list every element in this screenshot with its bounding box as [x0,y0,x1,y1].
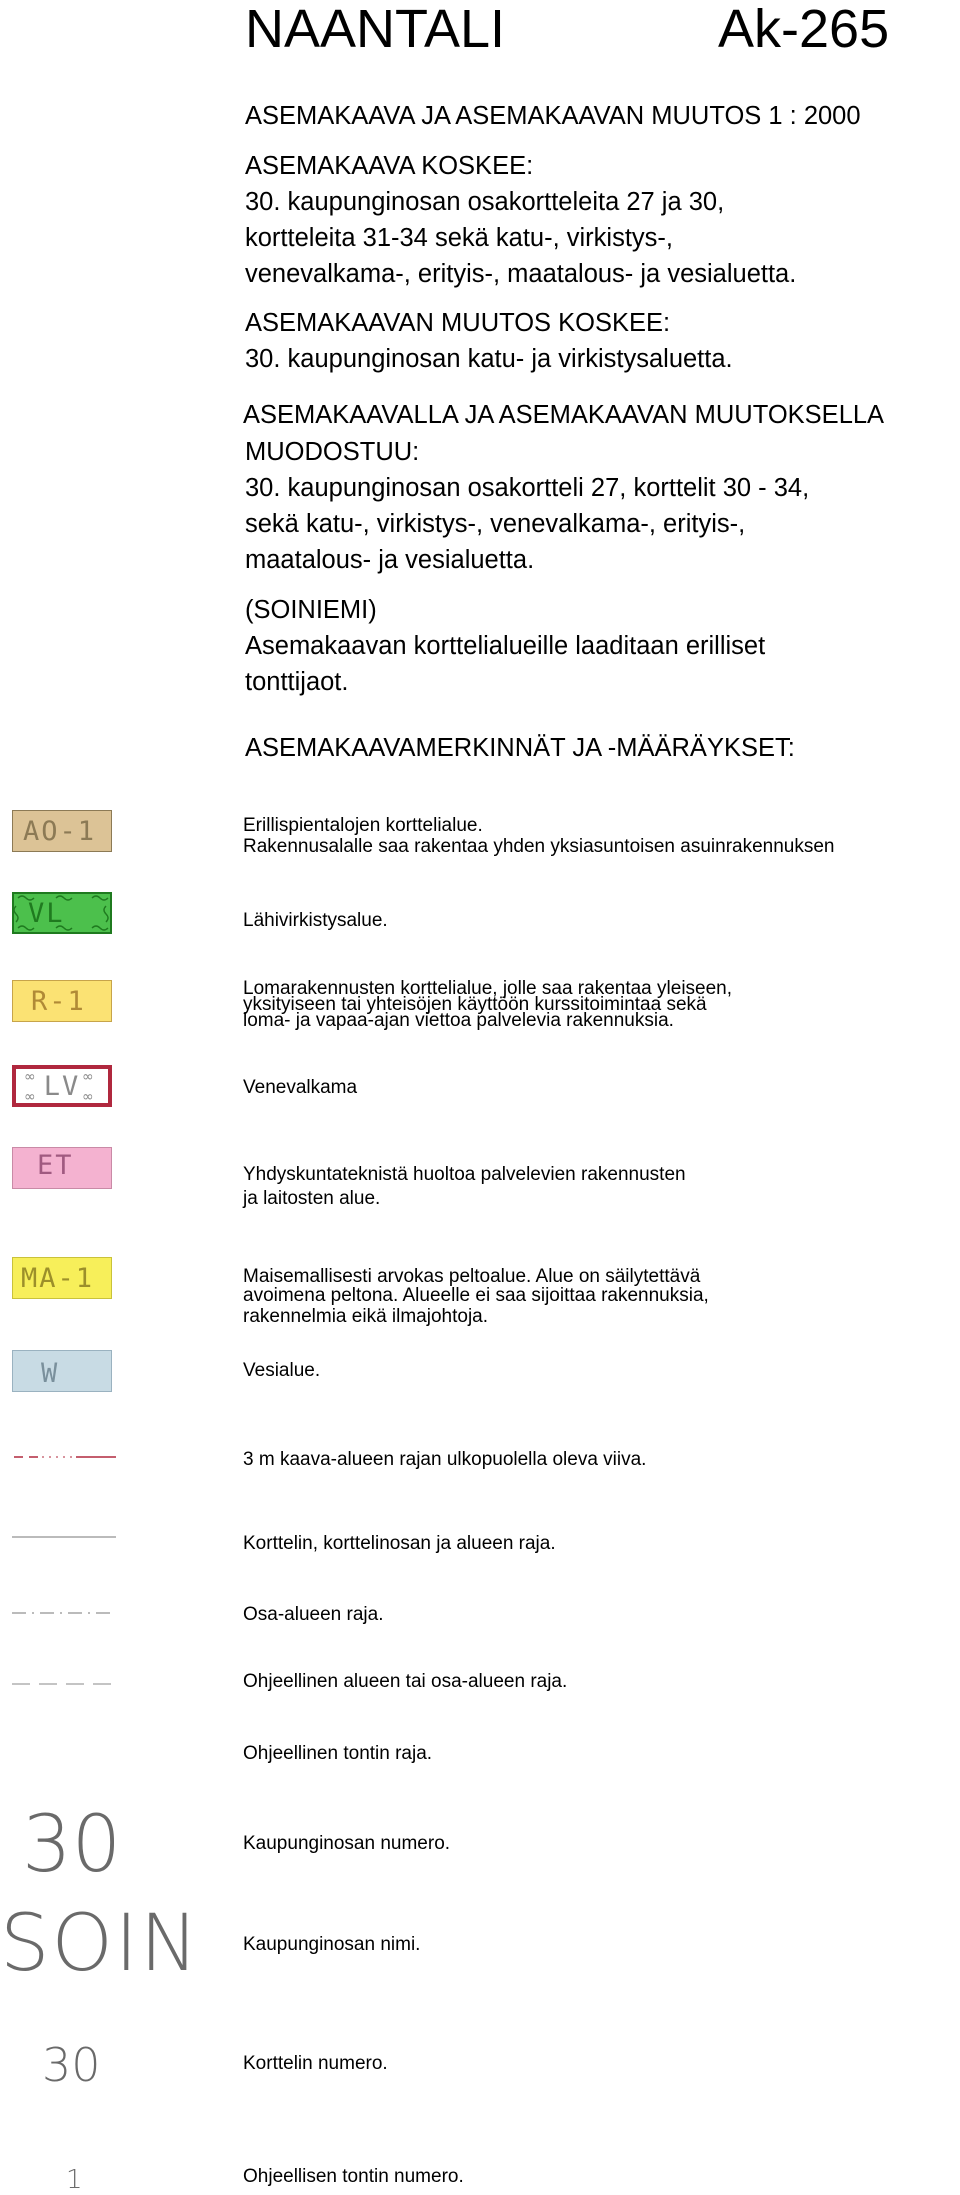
plan-code: Ak-265 [718,0,890,59]
lv-swatch [12,1065,112,1107]
area-name: (SOINIEMI) [245,596,377,624]
ma1-desc: Maisemallisesti arvokas peltoalue. Alue on säilytettävä [243,1266,701,1287]
lv-desc: Venevalkama [243,1077,358,1098]
indicative-boundary-line [12,1680,116,1688]
indicative-plot-desc: Ohjeellinen tontin raja. [243,1743,433,1764]
et-desc: Yhdyskuntateknistä huoltoa palvelevien rakennusten [243,1164,686,1185]
et-swatch [12,1147,112,1189]
plot-number-desc: Ohjeellisen tontin numero. [243,2166,464,2187]
municipality-title: NAANTALI [245,0,506,59]
formed-line: 30. kaupunginosan osakortteli 27, korttelit 30 - 34, [245,474,810,502]
formed-title: ASEMAKAAVALLA JA ASEMAKAAVAN MUUTOKSELLA [243,401,885,429]
ao1-desc: Erillispientalojen korttelialue. [243,815,483,836]
legend-title: ASEMAKAAVAMERKINNÄT JA -MÄÄRÄYKSET: [245,734,795,762]
w-swatch [12,1350,112,1392]
district-number-sample: 30 [22,1800,122,1890]
plan-concerns-line: kortteleita 31-34 sekä katu-, virkistys-, [245,224,673,252]
ao1-swatch [12,810,112,852]
block-number-desc: Korttelin numero. [243,2053,388,2074]
svg-text:∞: ∞ [82,1089,94,1103]
plan-concerns-line: 30. kaupunginosan osakortteleita 27 ja 30, [245,188,725,216]
plot-division-line: tonttijaot. [245,668,349,696]
r1-code: R-1 [31,985,86,1017]
change-concerns-title: ASEMAKAAVAN MUUTOS KOSKEE: [245,309,671,337]
ma1-swatch [12,1257,112,1299]
et-code: ET [37,1150,74,1181]
ma1-desc: avoimena peltona. Alueelle ei saa sijoittaa rakennuksia, [243,1285,709,1306]
block-number-sample: 30 [42,2038,101,2092]
plan-concerns-title: ASEMAKAAVA KOSKEE: [245,152,534,180]
ma1-code: MA-1 [21,1262,95,1294]
plot-number-sample: 1 [66,2165,83,2195]
ao1-code: AO-1 [23,815,97,847]
w-desc: Vesialue. [243,1360,321,1381]
plot-division-line: Asemakaavan korttelialueille laaditaan erilliset [245,632,766,660]
block-boundary-line [12,1533,116,1541]
plan-concerns-line: venevalkama-, erityis-, maatalous- ja vesialuetta. [245,260,797,288]
svg-text:∞: ∞ [82,1069,94,1085]
r1-desc: loma- ja vapaa-ajan viettoa palvelevia rakennuksia. [243,1010,674,1031]
r1-desc: yksityiseen tai yhteisöjen käyttöön kurssitoimintaa sekä [243,994,707,1015]
district-number-desc: Kaupunginosan numero. [243,1833,451,1854]
svg-text:∞: ∞ [24,1069,36,1085]
district-name-desc: Kaupunginosan nimi. [243,1934,421,1955]
subarea-boundary-desc: Osa-alueen raja. [243,1604,384,1625]
plan-type: ASEMAKAAVA JA ASEMAKAAVAN MUUTOS 1 : 2000 [245,102,861,130]
block-boundary-desc: Korttelin, korttelinosan ja alueen raja. [243,1533,556,1554]
boundary-3m-desc: 3 m kaava-alueen rajan ulkopuolella oleva viiva. [243,1449,647,1470]
change-concerns-line: 30. kaupunginosan katu- ja virkistysaluetta. [245,345,733,373]
lv-code: LV [43,1070,81,1102]
svg-text:∞: ∞ [24,1089,36,1103]
vl-code: VL [28,897,65,929]
formed-line: sekä katu-, virkistys-, venevalkama-, erityis-, [245,510,746,538]
ma1-desc: rakennelmia eikä ilmajohtoja. [243,1306,489,1327]
vl-desc: Lähivirkistysalue. [243,910,388,931]
formed-title: MUODOSTUU: [245,438,420,466]
formed-line: maatalous- ja vesialuetta. [245,546,535,574]
et-desc: ja laitosten alue. [243,1188,381,1209]
subarea-boundary-line [12,1609,116,1617]
boundary-3m-line [12,1450,116,1464]
indicative-boundary-desc: Ohjeellinen alueen tai osa-alueen raja. [243,1671,568,1692]
r1-desc: Lomarakennusten korttelialue, jolle saa rakentaa yleiseen, [243,978,733,999]
ao1-desc: Rakennusalalle saa rakentaa yhden yksiasuntoisen asuinrakennuksen [243,836,835,857]
r1-swatch [12,980,112,1022]
vl-swatch [12,892,112,934]
w-code: W [41,1358,60,1389]
district-name-sample: SOIN [0,1899,201,1989]
